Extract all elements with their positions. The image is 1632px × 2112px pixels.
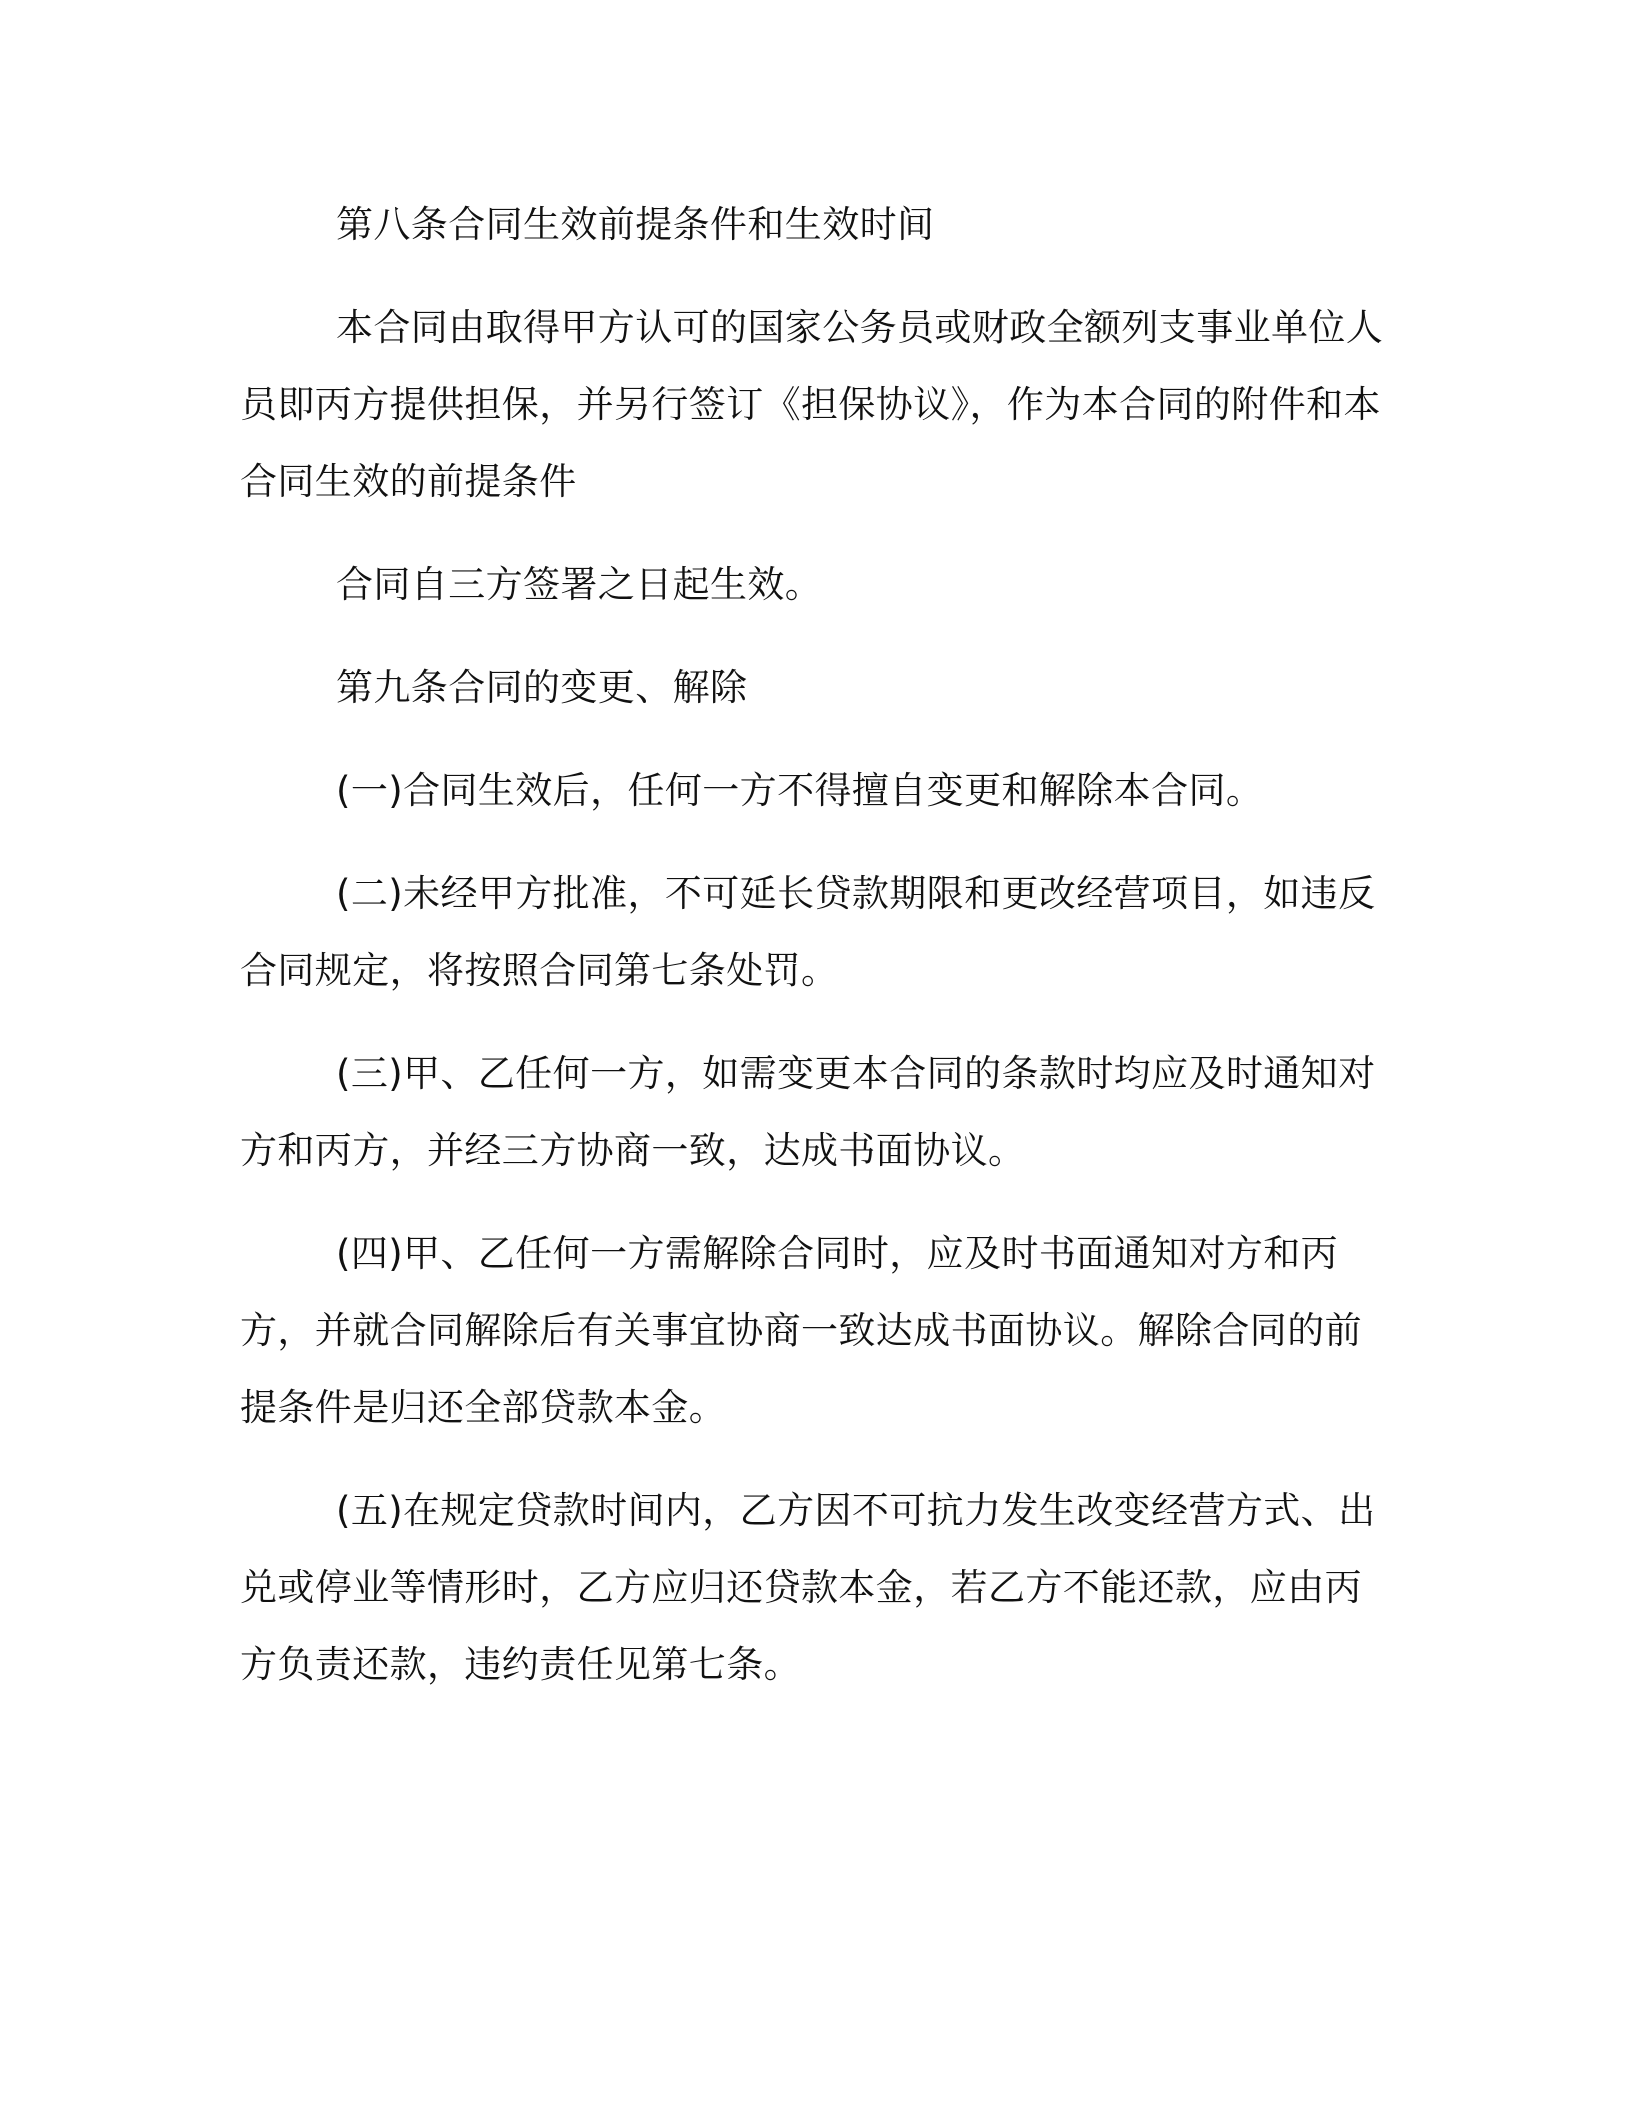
- article-9-item-2: (二)未经甲方批准，不可延长贷款期限和更改经营项目，如违反合同规定，将按照合同第七条处罚。: [240, 872, 1376, 992]
- article-9-item-4: (四)甲、乙任何一方需解除合同时，应及时书面通知对方和丙方，并就合同解除后有关事宜协商一致达成书面协议。解除合同的前提条件是归还全部贷款本金。: [240, 1232, 1362, 1429]
- article-8-guarantee-clause: 本合同由取得甲方认可的国家公务员或财政全额列支事业单位人员即丙方提供担保，并另行签订《担保协议》，作为本合同的附件和本合同生效的前提条件: [240, 306, 1384, 503]
- article-8-effective-clause: 合同自三方签署之日起生效。: [336, 563, 823, 606]
- document-body: [240, 186, 1388, 1703]
- article-9-heading: 第九条合同的变更、解除: [336, 666, 748, 709]
- article-9-item-3: (三)甲、乙任何一方，如需变更本合同的条款时均应及时通知对方和丙方，并经三方协商一致，达成书面协议。: [240, 1052, 1376, 1172]
- article-9-item-5: (五)在规定贷款时间内，乙方因不可抗力发生改变经营方式、出兑或停业等情形时，乙方应归还贷款本金，若乙方不能还款，应由丙方负责还款，违约责任见第七条。: [240, 1489, 1376, 1686]
- article-8-heading: 第八条合同生效前提条件和生效时间: [336, 203, 935, 246]
- article-9-item-1: (一)合同生效后，任何一方不得擅自变更和解除本合同。: [336, 769, 1264, 812]
